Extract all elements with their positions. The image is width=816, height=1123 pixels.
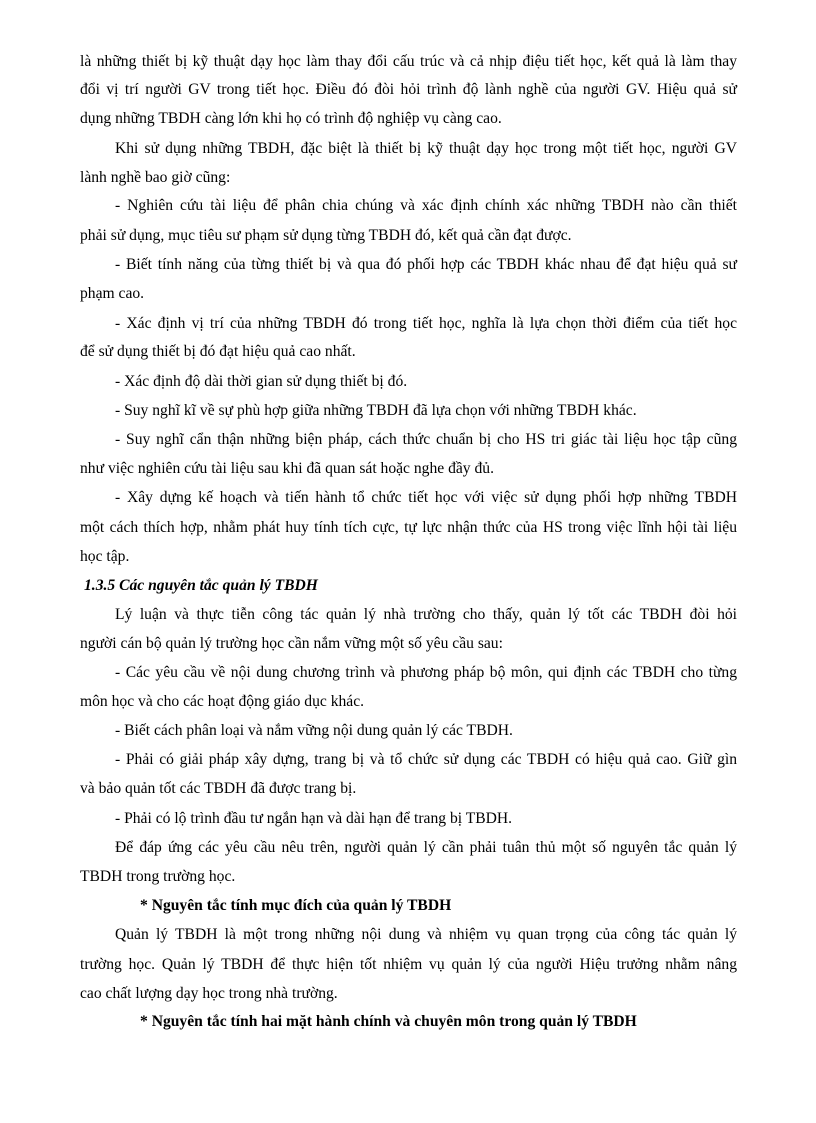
text-line: đổi vị trí người GV trong tiết học. Điều đó đòi hỏi trình độ lành nghề của người GV. Hiệu quả sử [80, 81, 737, 98]
list-item: - Xác định vị trí của những TBDH đó trong tiết học, nghĩa là lựa chọn thời điểm của tiết học [115, 315, 737, 332]
text-line: Quản lý TBDH là một trong những nội dung và nhiệm vụ quan trọng của công tác quản lý [115, 926, 737, 943]
text-line: Để đáp ứng các yêu cầu nêu trên, người quản lý cần phải tuân thủ một số nguyên tắc quản lý [115, 839, 737, 856]
text-line: để sử dụng thiết bị đó đạt hiệu quả cao nhất. [80, 343, 356, 360]
list-item: - Suy nghĩ cẩn thận những biện pháp, cách thức chuẩn bị cho HS tri giác tài liệu học tập cũng [115, 431, 737, 448]
text-line: phải sử dụng, mục tiêu sư phạm sử dụng từng TBDH đó, kết quả cần đạt được. [80, 227, 572, 244]
text-line: dụng những TBDH càng lớn khi họ có trình độ nghiệp vụ càng cao. [80, 110, 502, 127]
list-item: - Nghiên cứu tài liệu để phân chia chúng và xác định chính xác những TBDH nào cần thiết [115, 197, 737, 214]
section-heading: 1.3.5 Các nguyên tắc quản lý TBDH [84, 577, 318, 594]
text-line: trường học. Quản lý TBDH để thực hiện tốt nhiệm vụ quản lý của người Hiệu trưởng nhằm nâng [80, 956, 737, 973]
text-line: là những thiết bị kỹ thuật dạy học làm thay đổi cấu trúc và cả nhịp điệu tiết học, kết quả là làm thay [80, 53, 737, 70]
text-line: học tập. [80, 548, 130, 565]
text-line: môn học và cho các hoạt động giáo dục khác. [80, 693, 365, 710]
text-line: người cán bộ quản lý trường học cần nắm vững một số yêu cầu sau: [80, 635, 503, 652]
text-line: lành nghề bao giờ cũng: [80, 169, 231, 186]
list-item: - Phải có lộ trình đầu tư ngắn hạn và dài hạn để trang bị TBDH. [115, 810, 513, 827]
text-line: Lý luận và thực tiễn công tác quản lý nhà trường cho thấy, quản lý tốt các TBDH đòi hỏi [115, 606, 737, 623]
list-item: - Suy nghĩ kĩ về sự phù hợp giữa những TBDH đã lựa chọn với những TBDH khác. [115, 402, 637, 419]
list-item: - Biết tính năng của từng thiết bị và qua đó phối hợp các TBDH khác nhau để đạt hiệu quả sư [115, 256, 737, 273]
list-item: - Phải có giải pháp xây dựng, trang bị và tổ chức sử dụng các TBDH có hiệu quả cao. Giữ gìn [115, 751, 737, 768]
subsection-heading: * Nguyên tắc tính mục đích của quản lý TBDH [140, 897, 452, 914]
text-line: phạm cao. [80, 285, 145, 302]
list-item: - Biết cách phân loại và nắm vững nội dung quản lý các TBDH. [115, 722, 513, 739]
list-item: - Xây dựng kế hoạch và tiến hành tổ chức tiết học với việc sử dụng phối hợp những TBDH [115, 489, 737, 506]
list-item: - Các yêu cầu về nội dung chương trình và phương pháp bộ môn, qui định các TBDH cho từng [115, 664, 737, 681]
subsection-heading: * Nguyên tắc tính hai mặt hành chính và chuyên môn trong quản lý TBDH [140, 1013, 637, 1030]
text-line: như việc nghiên cứu tài liệu sau khi đã quan sát hoặc nghe đầy đủ. [80, 460, 494, 477]
text-line: và bảo quản tốt các TBDH đã được trang bị. [80, 780, 357, 797]
text-line: cao chất lượng dạy học trong nhà trường. [80, 985, 338, 1002]
text-line: TBDH trong trường học. [80, 868, 236, 885]
list-item: - Xác định độ dài thời gian sử dụng thiết bị đó. [115, 373, 408, 390]
text-line: Khi sử dụng những TBDH, đặc biệt là thiết bị kỹ thuật dạy học trong một tiết học, người GV [115, 140, 737, 157]
text-line: một cách thích hợp, nhằm phát huy tính tích cực, tự lực nhận thức của HS trong việc lĩnh hội tài liệu [80, 519, 737, 536]
